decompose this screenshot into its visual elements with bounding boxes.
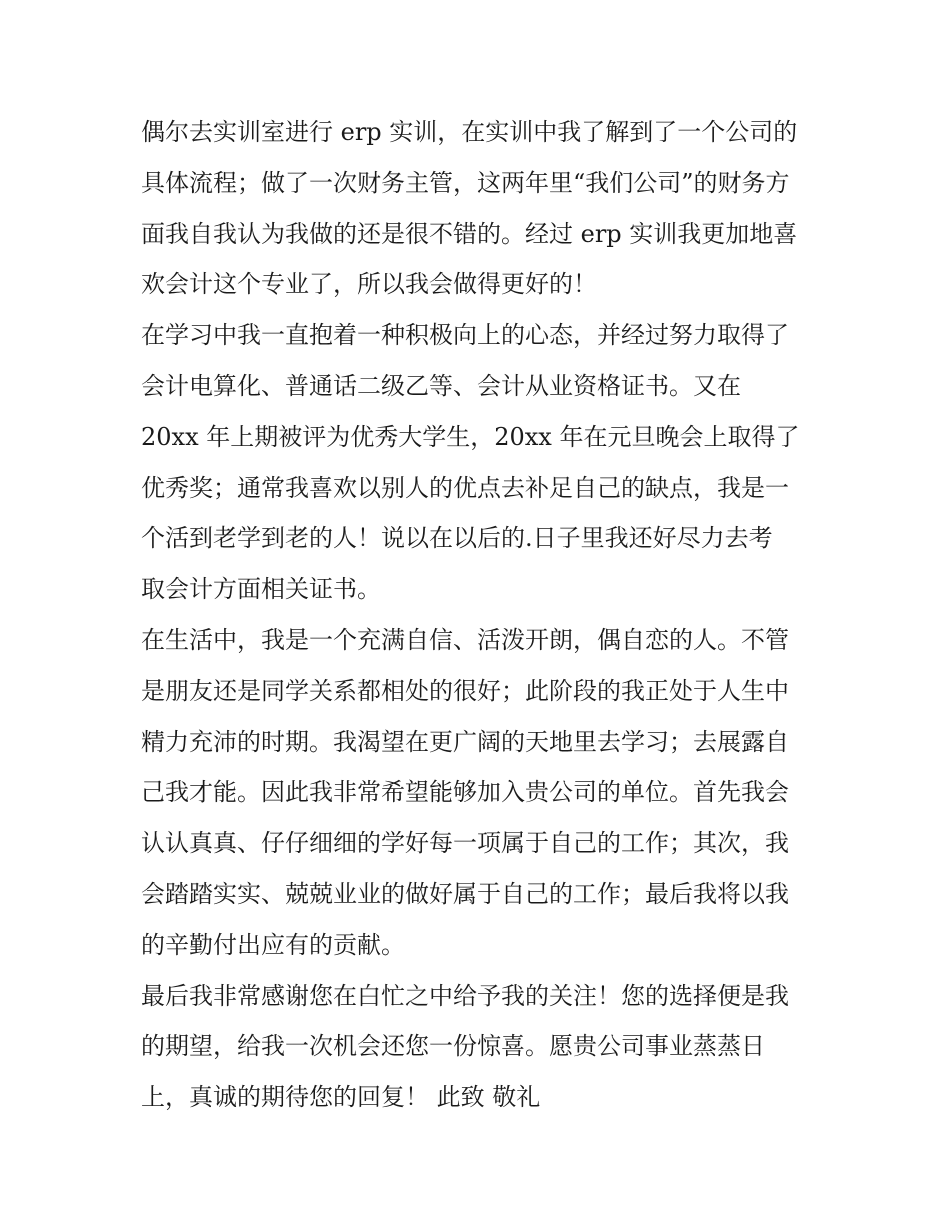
text-line: 己我才能。因此我非常希望能够加入贵公司的单位。首先我会 — [141, 778, 789, 807]
text-line: 取会计方面相关证书。 — [141, 575, 381, 604]
text-line: 具体流程；做了一次财务主管，这两年里“我们公司”的财务方 — [141, 168, 790, 197]
text-line: 的辛勤付出应有的贡献。 — [141, 930, 405, 959]
text-line: 在学习中我一直抱着一种积极向上的心态，并经过努力取得了 — [141, 321, 789, 350]
text-line: 精力充沛的时期。我渴望在更广阔的天地里去学习；去展露自 — [141, 727, 789, 756]
text-line: 偶尔去实训室进行 erp 实训，在实训中我了解到了一个公司的 — [141, 118, 798, 146]
text-line: 在生活中，我是一个充满自信、活泼开朗，偶自恋的人。不管 — [141, 625, 789, 654]
document-body — [141, 107, 821, 1123]
text-line: 个活到老学到老的人！说以在以后的.日子里我还好尽力去考 — [141, 524, 773, 553]
text-line: 会踏踏实实、兢兢业业的做好属于自己的工作；最后我将以我 — [141, 879, 789, 908]
text-line: 上，真诚的期待您的回复！ 此致 敬礼 — [141, 1083, 541, 1112]
text-line: 的期望，给我一次机会还您一份惊喜。愿贵公司事业蒸蒸日 — [141, 1032, 765, 1061]
text-line: 20xx 年上期被评为优秀大学生，20xx 年在元旦晚会上取得了 — [141, 422, 800, 451]
text-line: 会计电算化、普通话二级乙等、会计从业资格证书。又在 — [141, 371, 741, 400]
text-line: 是朋友还是同学关系都相处的很好；此阶段的我正处于人生中 — [141, 676, 789, 705]
text-line: 欢会计这个专业了，所以我会做得更好的！ — [141, 270, 597, 299]
text-line: 优秀奖；通常我喜欢以别人的优点去补足自己的缺点，我是一 — [141, 473, 789, 502]
text-line: 最后我非常感谢您在白忙之中给予我的关注！您的选择便是我 — [141, 981, 789, 1010]
text-line: 认认真真、仔仔细细的学好每一项属于自己的工作；其次，我 — [141, 829, 789, 858]
text-line: 面我自我认为我做的还是很不错的。经过 erp 实训我更加地喜 — [141, 219, 798, 248]
